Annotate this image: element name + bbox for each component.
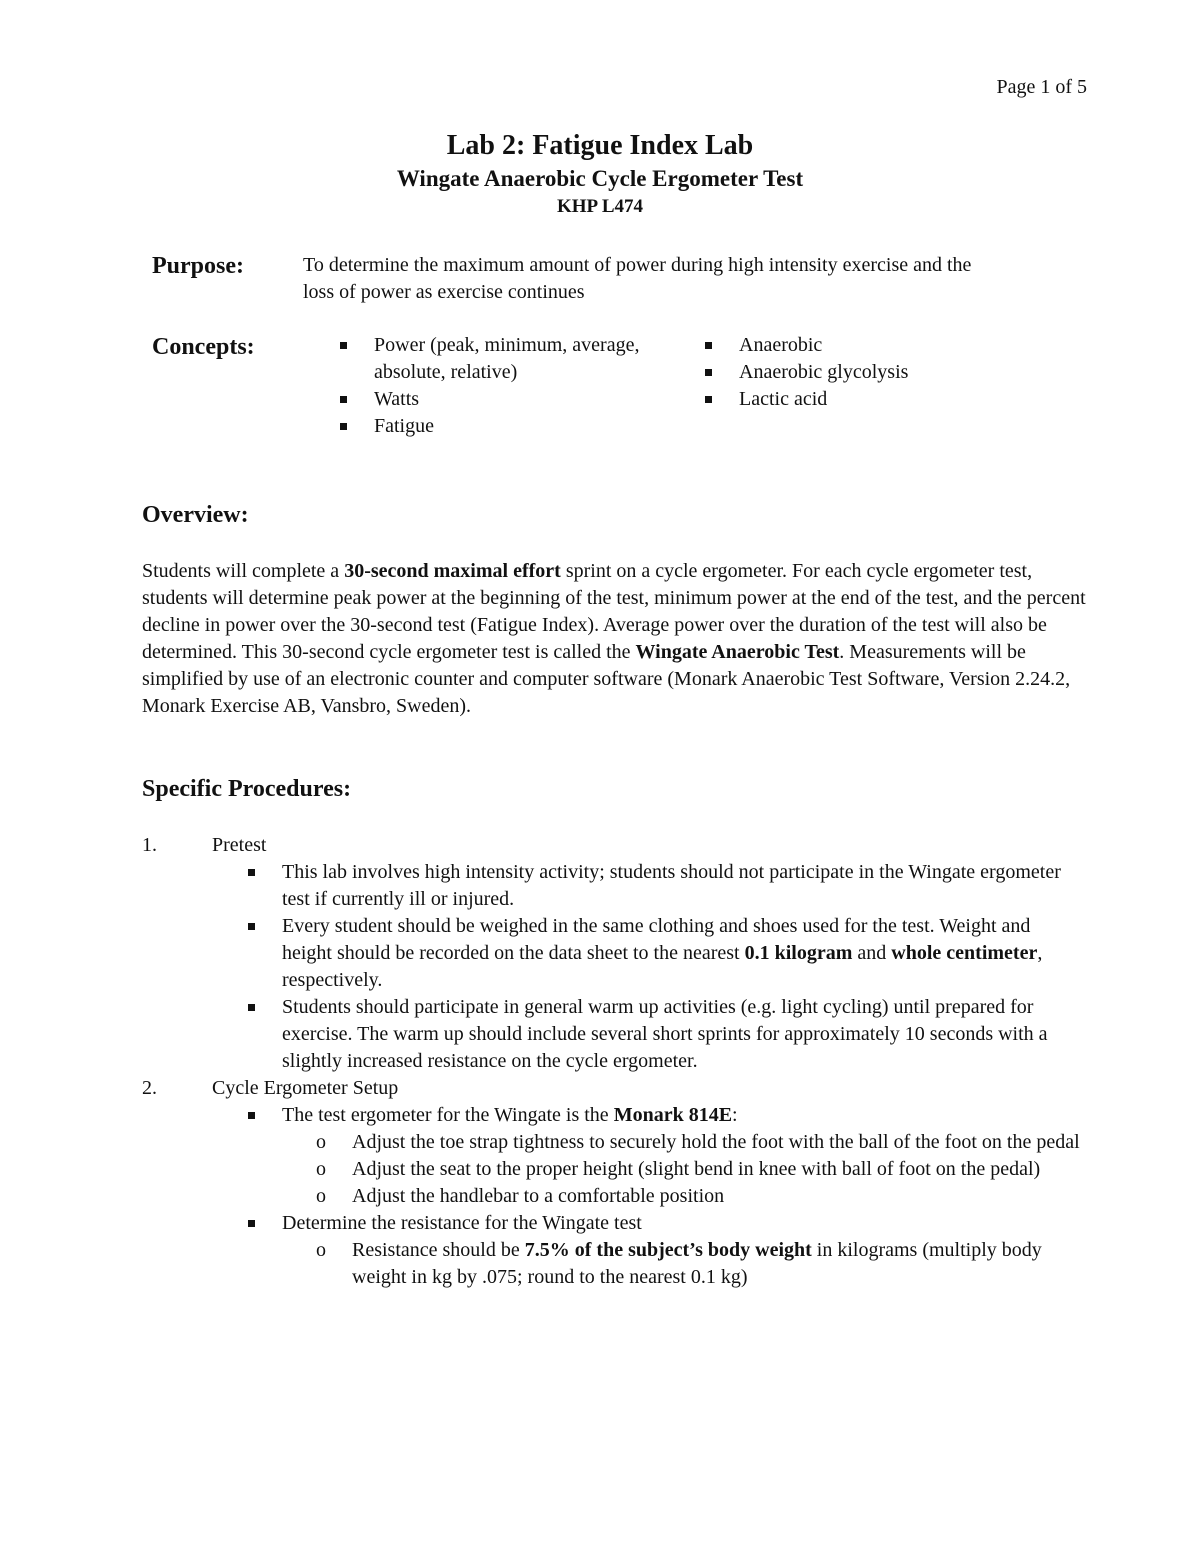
bullet-text: in kilograms (multiply body weight in kg by .075; round to the nearest 0.1 kg) — [352, 1239, 1042, 1288]
procedures-heading: Specific Procedures: — [142, 776, 352, 802]
step-bullets — [142, 1102, 1082, 1291]
sub-bullet: o Adjust the toe strap tightness to securely hold the foot with the ball of the foot on the pedal — [352, 1129, 1082, 1156]
overview-text: Students will complete a — [142, 560, 345, 582]
step-bullets — [142, 859, 1082, 1075]
sub-bullet: o Adjust the seat to the proper height (slight bend in knee with ball of foot on the pedal) — [352, 1156, 1082, 1183]
sub-bullet — [352, 1237, 1082, 1291]
sub-bullet: o Adjust the handlebar to a comfortable position — [352, 1183, 1082, 1210]
concept-item: Anaerobic — [705, 332, 1005, 359]
bullet-bold-text: 0.1 kilogram — [744, 942, 853, 964]
purpose-label: Purpose: — [152, 253, 244, 279]
concepts-list-right — [705, 332, 1005, 413]
course-code: KHP L474 — [556, 196, 644, 217]
bullet-text: : — [732, 1104, 738, 1126]
concept-item: Lactic acid — [705, 386, 1005, 413]
title-block — [0, 128, 1200, 220]
step-bullet — [282, 1210, 1082, 1291]
bullet-text: Resistance should be — [352, 1239, 525, 1261]
purpose-text: To determine the maximum amount of power during high intensity exercise and the loss of power as exercise continues — [303, 254, 972, 303]
document-subtitle: Wingate Anaerobic Cycle Ergometer Test — [396, 166, 804, 191]
bullet-bold-text: Monark 814E — [613, 1104, 733, 1126]
concept-item: Fatigue — [340, 413, 670, 440]
overview-heading: Overview: — [142, 502, 249, 528]
step-bullet — [282, 913, 1082, 994]
concept-item: Anaerobic glycolysis — [705, 359, 1005, 386]
overview-text: sprint on a cycle ergometer. For each cycle ergometer test, students will determine peak power at the beginning of the test, minimum power at the end of the test, and the percent decline in power over the 30-second test (Fatigue Index). Average power over the duration of the test will also be determined. This 30-second cycle ergometer test is called the — [142, 560, 1086, 663]
procedure-step — [142, 832, 1082, 1075]
sub-bullets — [282, 1237, 1082, 1291]
concepts-list-left — [340, 332, 670, 440]
procedure-step — [142, 1075, 1082, 1291]
step-number: 1. — [142, 834, 157, 856]
bullet-text: and — [852, 942, 892, 964]
bullet-bold-text: whole centimeter — [891, 942, 1038, 964]
document-title: Lab 2: Fatigue Index Lab — [446, 130, 754, 161]
concept-item: Watts — [340, 386, 670, 413]
bullet-text: , respectively. — [282, 942, 1043, 991]
step-title: Cycle Ergometer Setup — [212, 1077, 399, 1099]
overview-bold-text: Wingate Anaerobic Test — [635, 641, 840, 663]
overview-text: . Measurements will be simplified by use of an electronic counter and computer software (Monark Anaerobic Test Software, Version 2.24.2, Monark Exercise AB, Vansbro, Sweden). — [142, 641, 1071, 717]
overview-paragraph — [142, 558, 1092, 720]
bullet-text: Every student should be weighed in the same clothing and shoes used for the test. Weight and height should be recorded on the data sheet to the nearest — [282, 915, 1031, 964]
bullet-bold-text: 7.5% of the subject’s body weight — [524, 1239, 812, 1261]
bullet-text: The test ergometer for the Wingate is the — [282, 1104, 614, 1126]
overview-bold-text: 30-second maximal effort — [344, 560, 561, 582]
bullet-text: Determine the resistance for the Wingate test — [282, 1212, 642, 1234]
concepts-label: Concepts: — [152, 334, 255, 360]
step-bullet: This lab involves high intensity activity; students should not participate in the Wingate ergometer test if currently ill or injured. — [282, 859, 1082, 913]
step-title: Pretest — [212, 834, 267, 856]
step-number: 2. — [142, 1077, 157, 1099]
sub-bullets — [282, 1129, 1082, 1210]
step-bullet — [282, 1102, 1082, 1210]
step-bullet: Students should participate in general warm up activities (e.g. light cycling) until prepared for exercise. The warm up should include several short sprints for approximately 10 seconds with a slightly increased resistance on the cycle ergometer. — [282, 994, 1082, 1075]
concept-item: Power (peak, minimum, average, absolute, relative) — [340, 332, 670, 386]
page-number: Page 1 of 5 — [996, 76, 1087, 98]
procedures-list — [142, 832, 1082, 1291]
